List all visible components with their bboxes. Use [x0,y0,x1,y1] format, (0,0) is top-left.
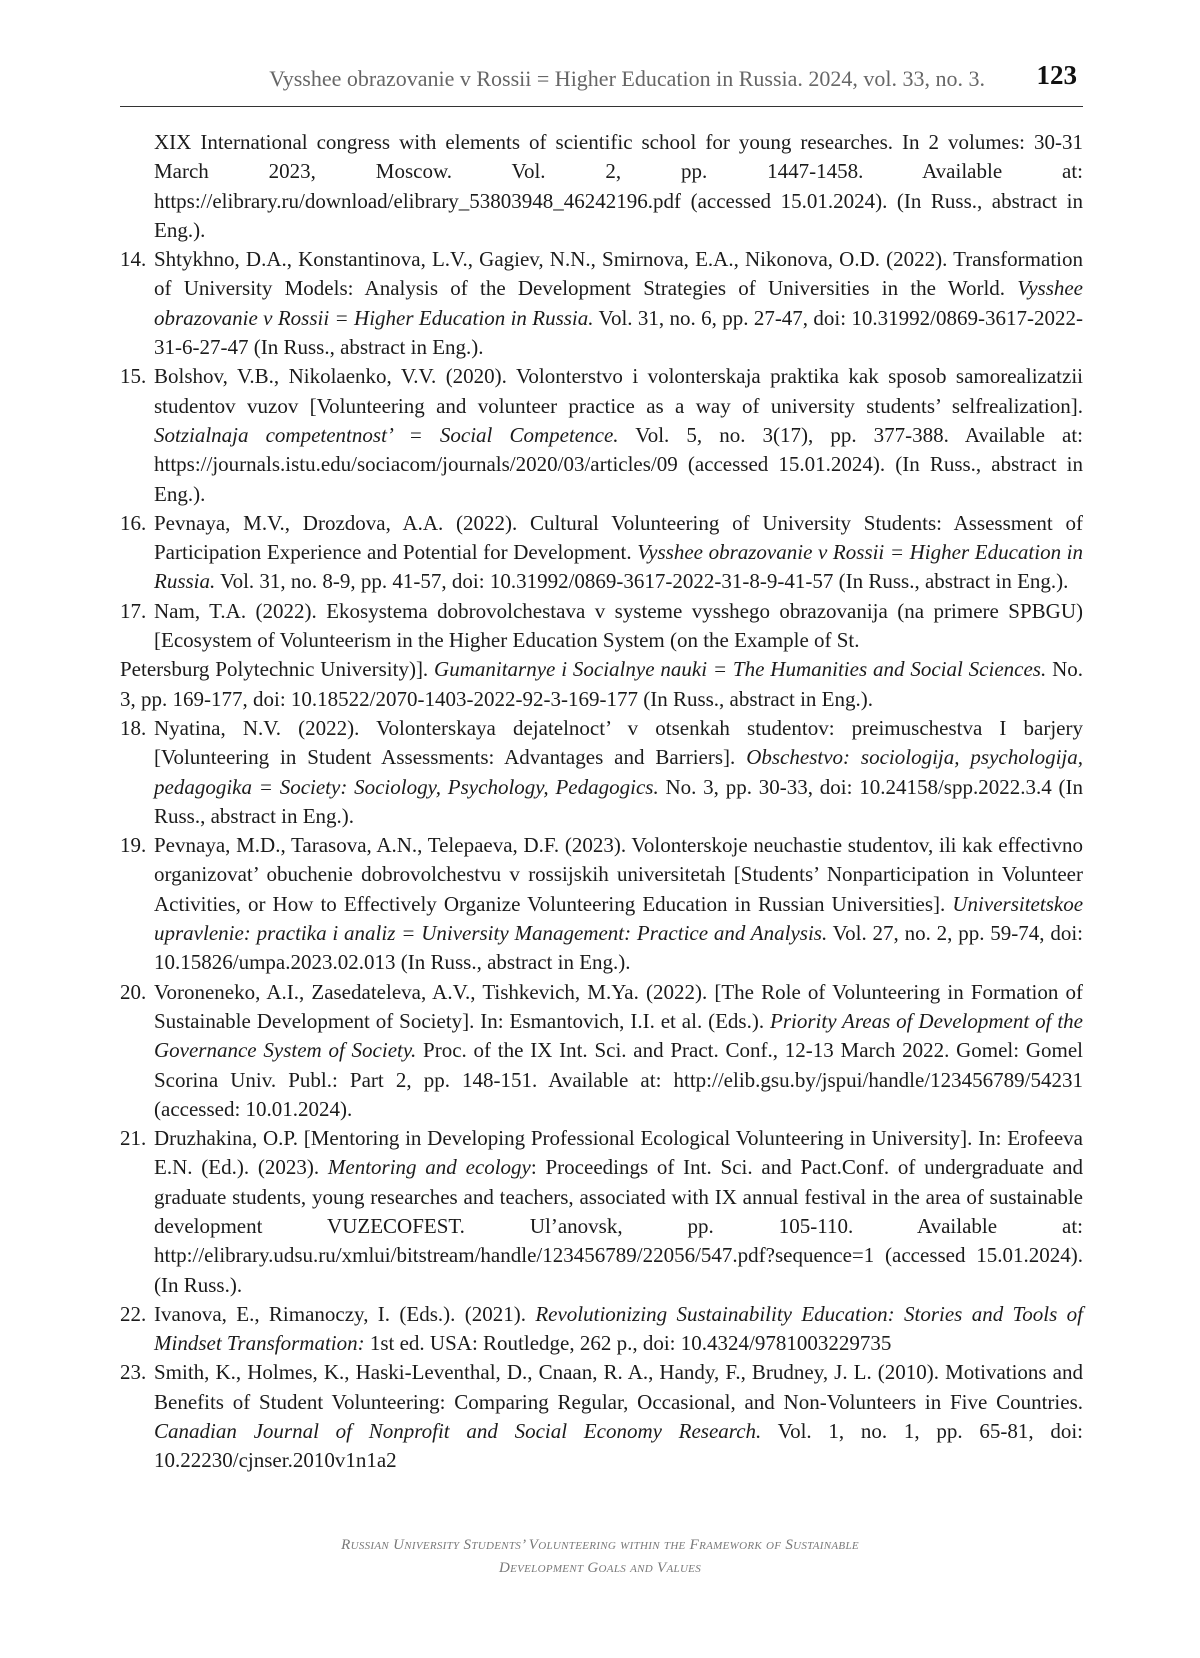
reference-list [120,128,1083,1476]
reference-23: 23. Smith, K., Holmes, K., Haski-Leventhal, D., Cnaan, R. A., Handy, F., Brudney, J. L. (2010). Motivations and Benefits of Student Volunteering: Comparing Regular, Occasional, and Non-Volunteers in Five Countries. Canadian Journal of Nonprofit and Social Economy Research. Vol. 1, no. 1, pp. 65-81, doi: 10.22230/cjnser.2010v1n1a2 [120,1360,1083,1473]
reference-number: 19. [120,833,147,858]
reference-17-continued: Petersburg Polytechnic University)]. Gumanitarnye i Socialnye nauki = The Humanities and Social Sciences. No. 3, pp. 169-177, doi: 10.18522/2070-1403-2022-92-3-169-177 (In Russ., abstract in Eng.). [120,657,1083,711]
reference-number: 14. [120,247,147,272]
running-footer [0,1534,1200,1580]
footer-line-1: Russian University Students’ Volunteering within the Framework of Sustainable [341,1537,859,1553]
reference-18: 18. Nyatina, N.V. (2022). Volonterskaya dejatelnoct’ v otsenkah studentov: preimuschestva I barjery [Volunteering in Student Assessments: Advantages and Barriers]. Obschestvo: sociologija, psychologija, pedagogika = Society: Sociology, Psychology, Pedagogics. No. 3, pp. 30-33, doi: 10.24158/spp.2022.3.4 (In Russ., abstract in Eng.). [120,715,1084,828]
reference-20: 20. Voroneneko, A.I., Zasedateleva, A.V., Tishkevich, M.Ya. (2022). [The Role of Volunteering in Formation of Sustainable Development of Society]. In: Esmantovich, I.I. et al. (Eds.). Priority Areas of Development of the Governance System of Society. Proc. of the IX Int. Sci. and Pract. Conf., 12-13 March 2022. Gomel: Gomel Scorina Univ. Publ.: Part 2, pp. 148-151. Available at: http://elib.gsu.by/jspui/handle/123456789/54231 (accessed: 10.01.2024). [120,979,1084,1121]
reference-number: 23. [120,1360,147,1385]
footer-line-2: Development Goals and Values [498,1560,702,1576]
reference-number: 15. [120,364,147,389]
reference-21: 21. Druzhakina, O.P. [Mentoring in Developing Professional Ecological Volunteering in University]. In: Erofeeva E.N. (Ed.). (2023). Mentoring and ecology: Proceedings of Int. Sci. and Pact.Conf. of undergraduate and graduate students, young researches and teachers, associated with IX annual festival in the area of sustainable development VUZECOFEST. Ul’anovsk, pp. 105-110. Available at: http://elibrary.udsu.ru/xmlui/bitstream/handle/123456789/22056/547.pdf?sequence=1 (accessed 15.01.2024). (In Russ.). [120,1126,1084,1297]
reference-number: 17. [120,598,147,623]
reference-number: 18. [120,715,147,740]
reference-19: 19. Pevnaya, M.D., Tarasova, A.N., Telepaeva, D.F. (2023). Volonterskoje neuchastie studentov, ili kak effectivno organizovat’ obuchenie dobrovolchestvu v rossijskih universitetah [Students’ Nonparticipation in Volunteer Activities, or How to Effectively Organize Volunteering Education in Russian Universities]. Universitetskoe upravlenie: practika i analiz = University Management: Practice and Analysis. Vol. 27, no. 2, pp. 59-74, doi: 10.15826/umpa.2023.02.013 (In Russ., abstract in Eng.). [120,833,1084,975]
journal-title: Vysshee obrazovanie v Rossii = Higher Education in Russia. 2024, vol. 33, no. 3. [269,66,985,91]
reference-15: 15. Bolshov, V.B., Nikolaenko, V.V. (2020). Volonterstvo i volonterskaja praktika kak sposob samorealizatzii studentov vuzov [Volunteering and volunteer practice as a way of university students’ selfrealization]. Sotzialnaja competentnost’ = Social Competence. Vol. 5, no. 3(17), pp. 377-388. Available at: https://journals.istu.edu/sociacom/journals/2020/03/articles/09 (accessed 15.01.2024). (In Russ., abstract in Eng.). [120,364,1083,506]
reference-14: 14. Shtykhno, D.A., Konstantinova, L.V., Gagiev, N.N., Smirnova, E.A., Nikonova, O.D. (2022). Transformation of University Models: Analysis of the Development Strategies of Universities in the World. Vysshee obrazovanie v Rossii = Higher Education in Russia. Vol. 31, no. 6, pp. 27-47, doi: 10.31992/0869-3617-2022-31-6-27-47 (In Russ., abstract in Eng.). [120,247,1084,360]
reference-22: 22. Ivanova, E., Rimanoczy, I. (Eds.). (2021). Revolutionizing Sustainability Education: Stories and Tools of Mindset Transformation: 1st ed. USA: Routledge, 262 p., doi: 10.4324/9781003229735 [120,1301,1083,1356]
reference-number: 21. [120,1126,147,1151]
running-header [120,58,1083,107]
reference-16: 16. Pevnaya, M.V., Drozdova, A.A. (2022). Cultural Volunteering of University Students: Assessment of Participation Experience and Potential for Development. Vysshee obrazovanie v Rossii = Higher Education in Russia. Vol. 31, no. 8-9, pp. 41-57, doi: 10.31992/0869-3617-2022-31-8-9-41-57 (In Russ., abstract in Eng.). [120,510,1084,594]
reference-17: 17. Nam, T.A. (2022). Ekosystema dobrovolchestava v systeme vysshego obrazovanija (na primere SPBGU) [Ecosystem of Volunteerism in the Higher Education System (on the Example of St. [120,598,1083,653]
reference-number: 20. [120,979,147,1004]
reference-number: 16. [120,510,147,535]
page-number: 123 [1036,60,1077,90]
reference-number: 22. [120,1301,147,1326]
reference-13-continued: XIX International congress with elements of scientific school for young researches. In 2 volumes: 30-31 March 2023, Moscow. Vol. 2, pp. 1447-1458. Available at: https://elibrary.ru/download/elibrary_53803948_46242196.pdf (accessed 15.01.2024). (In Russ., abstract in Eng.). [154,130,1083,242]
